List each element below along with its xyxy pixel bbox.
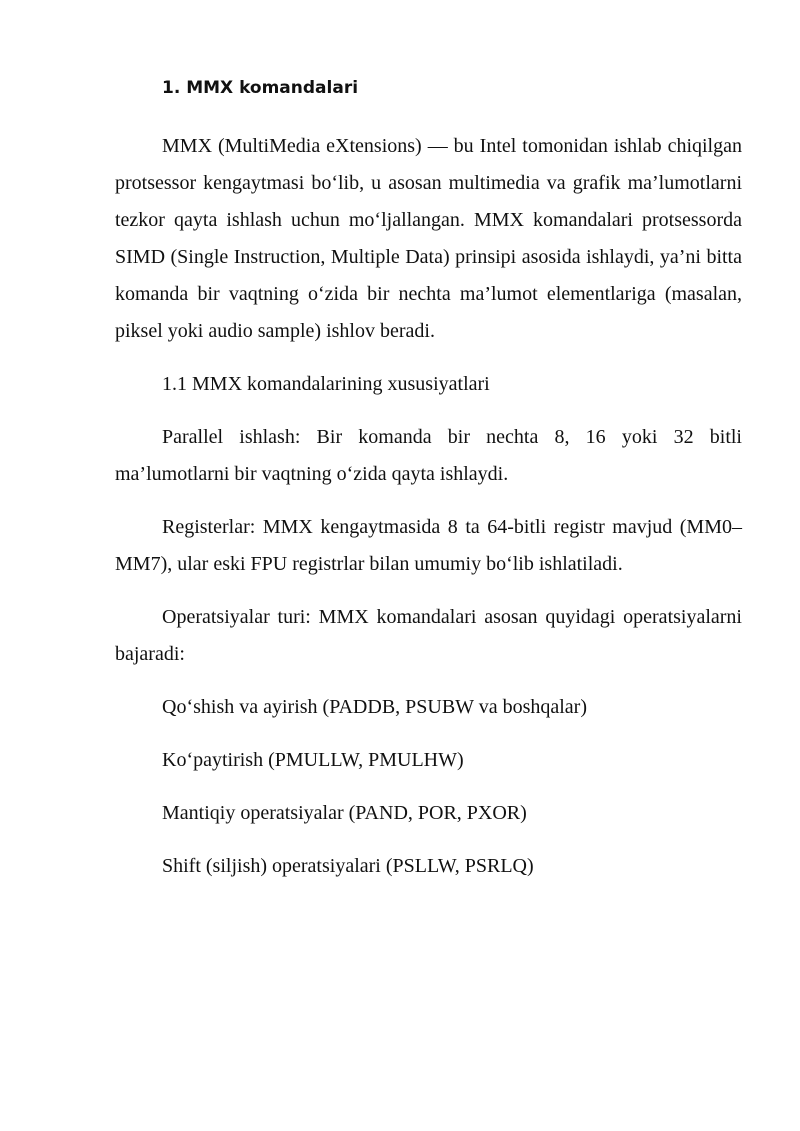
section-heading: 1. MMX komandalari: [162, 78, 359, 98]
paragraph-registers: Registerlar: MMX kengaytmasida 8 ta 64-bitli registr mavjud (MM0–MM7), ular eski FPU registrlar bilan umumiy bo‘lib ishlatiladi.: [115, 516, 742, 575]
list-item-shift: Shift (siljish) operatsiyalari (PSLLW, PSRLQ): [162, 855, 534, 877]
document-body: [115, 70, 742, 901]
paragraph-mmx-intro: MMX (MultiMedia eXtensions) — bu Intel tomonidan ishlab chiqilgan protsessor kengaytmasi bo‘lib, u asosan multimedia va grafik ma’lumotlarni tezkor qayta ishlash uchun mo‘ljallangan. MMX komandalari protsessorda SIMD (Single Instruction, Multiple Data) prinsipi asosida ishlaydi, ya’ni bitta komanda bir vaqtning o‘zida bir nechta ma’lumot elementlariga (masalan, piksel yoki audio sample) ishlov beradi.: [115, 135, 742, 342]
subsection-heading: 1.1 MMX komandalarining xususiyatlari: [162, 373, 490, 395]
list-item-logical: Mantiqiy operatsiyalar (PAND, POR, PXOR): [162, 802, 527, 824]
paragraph-operation-types: Operatsiyalar turi: MMX komandalari asosan quyidagi operatsiyalarni bajaradi:: [115, 606, 742, 665]
list-item-add-sub: Qo‘shish va ayirish (PADDB, PSUBW va boshqalar): [162, 696, 587, 718]
list-item-multiply: Ko‘paytirish (PMULLW, PMULHW): [162, 749, 464, 771]
paragraph-parallel: Parallel ishlash: Bir komanda bir nechta 8, 16 yoki 32 bitli ma’lumotlarni bir vaqtning o‘zida qayta ishlaydi.: [115, 426, 742, 485]
